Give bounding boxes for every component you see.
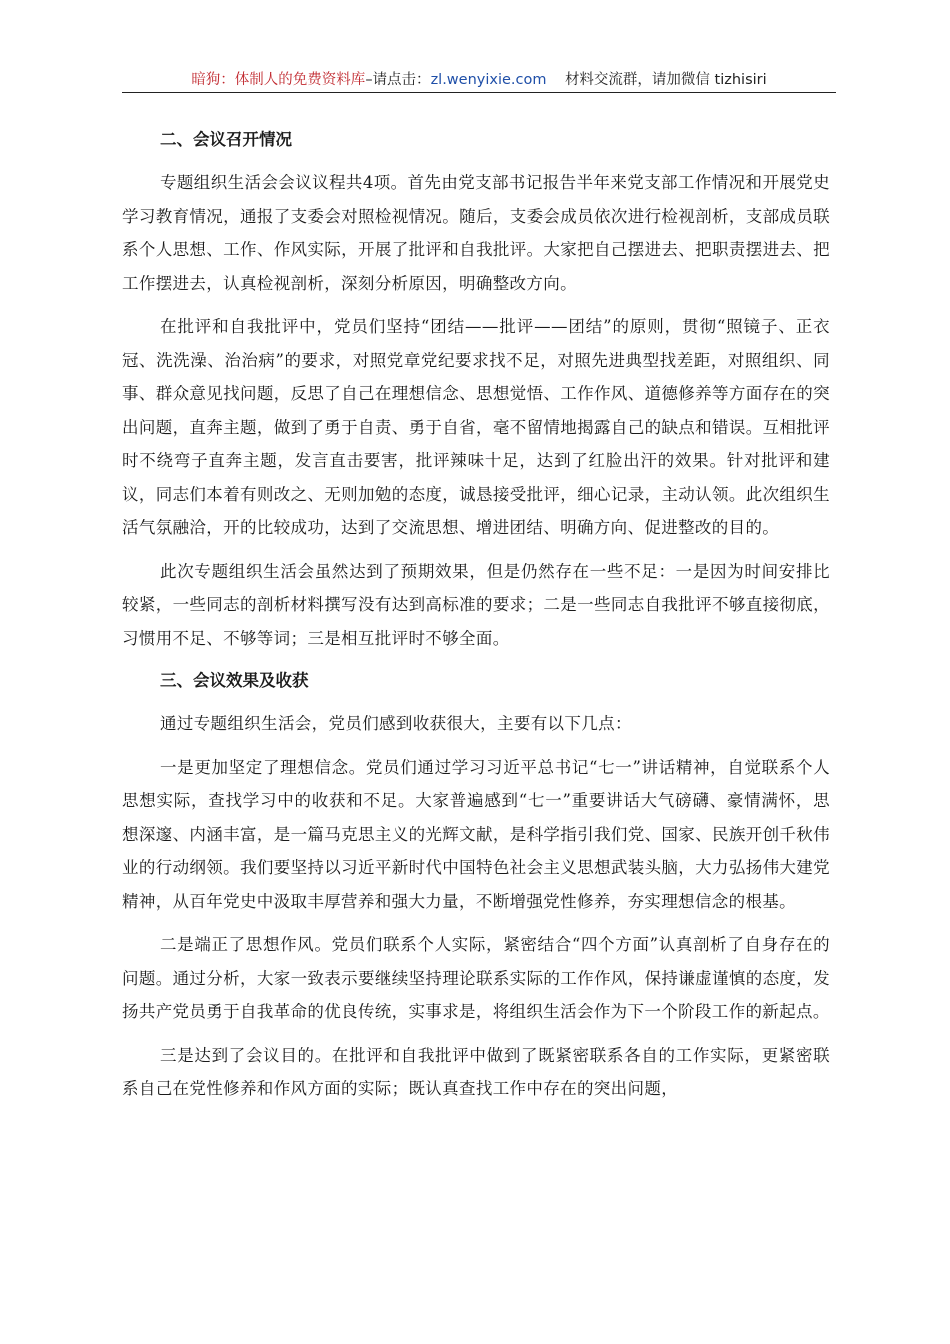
header-wechat-note: 材料交流群，请加微信 tizhisiri (564, 72, 767, 88)
page-header (122, 70, 836, 93)
document-body (122, 124, 830, 1116)
paragraph-criticism: 在批评和自我批评中，党员们坚持“团结——批评——团结”的原则，贯彻“照镜子、正衣冠、洗洗澡、治治病”的要求，对照党章党纪要求找不足，对照先进典型找差距，对照组织、同事、群众意见找问题，反思了自己在理想信念、思想觉悟、工作作风、道德修养等方面存在的突出问题，直奔主题，做到了勇于自责、勇于自省，毫不留情地揭露自己的缺点和错误。互相批评时不绕弯子直奔主题，发言直击要害，批评辣味十足，达到了红脸出汗的效果。针对批评和建议，同志们本着有则改之、无则加勉的态度，诚恳接受批评，细心记录，主动认领。此次组织生活气氛融洽，开的比较成功，达到了交流思想、增进团结、明确方向、促进整改的目的。 (122, 317, 830, 537)
paragraph-agenda: 专题组织生活会会议议程共4项。首先由党支部书记报告半年来党支部工作情况和开展党史学习教育情况，通报了支委会对照检视情况。随后，支委会成员依次进行检视剖析，支部成员联系个人思想、工作、作风实际，开展了批评和自我批评。大家把自己摆进去、把职责摆进去、把工作摆进去，认真检视剖析，深刻分析原因，明确整改方向。 (122, 173, 830, 293)
paragraph-result-purpose: 三是达到了会议目的。在批评和自我批评中做到了既紧密联系各自的工作实际，更紧密联系自己在党性修养和作风方面的实际；既认真查找工作中存在的突出问题， (122, 1045, 830, 1098)
header-url-link[interactable]: zl.wenyixie.com (430, 72, 547, 88)
paragraph-result-style: 二是端正了思想作风。党员们联系个人实际，紧密结合“四个方面”认真剖析了自身存在的问题。通过分析，大家一致表示要继续坚持理论联系实际的工作作风，保持谦虚谨慎的态度，发扬共产党员勇于自我革命的优良传统，实事求是，将组织生活会作为下一个阶段工作的新起点。 (122, 935, 830, 1021)
section-heading-meeting-results: 三、会议效果及收获 (160, 671, 309, 690)
paragraph-result-faith: 一是更加坚定了理想信念。党员们通过学习习近平总书记“七一”讲话精神，自觉联系个人思想实际，查找学习中的收获和不足。大家普遍感到“七一”重要讲话大气磅礴、豪情满怀，思想深邃、内涵丰富，是一篇马克思主义的光辉文献，是科学指引我们党、国家、民族开创千秋伟业的行动纲领。我们要坚持以习近平新时代中国特色社会主义思想武装头脑，大力弘扬伟大建党精神，从百年党史中汲取丰厚营养和强大力量，不断增强党性修养，夯实理想信念的根基。 (122, 757, 830, 911)
paragraph-results-intro: 通过专题组织生活会，党员们感到收获很大，主要有以下几点： (160, 714, 632, 733)
section-heading-meeting-held: 二、会议召开情况 (160, 130, 292, 149)
header-brand: 暗狗：体制人的免费资料库 (191, 72, 366, 88)
paragraph-shortcomings: 此次专题组织生活会虽然达到了预期效果，但是仍然存在一些不足：一是因为时间安排比较紧，一些同志的剖析材料撰写没有达到高标准的要求；二是一些同志自我批评不够直接彻底，习惯用不足、不够等词；三是相互批评时不够全面。 (122, 561, 830, 648)
header-click-prompt: –请点击： (365, 72, 431, 88)
